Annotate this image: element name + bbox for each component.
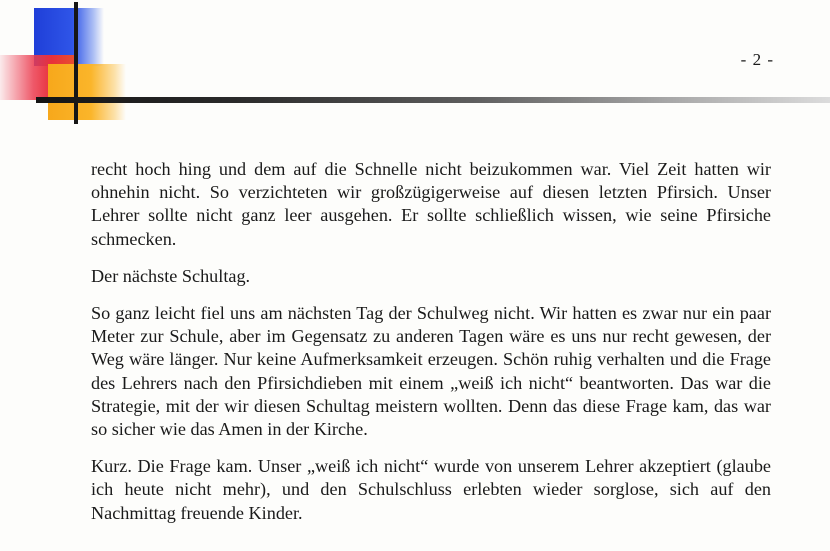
page-number: - 2 - xyxy=(740,50,774,69)
header-rule xyxy=(36,97,830,103)
paragraph-2: Der nächste Schultag. xyxy=(91,265,251,286)
paragraph-3: So ganz leicht fiel uns am nächsten Tag der Schulweg nicht. Wir hatten es zwar nur ein paar Meter zur Schule, aber im Gegensatz zu anderen Tagen wäre es uns nur recht gewesen, der Weg wäre länger. Nur keine Aufmerksamkeit erzeugen. Schön ruhig verhalten und die Frage des Lehrers nach den Pfirsichdieben mit einem „weiß ich nicht“ beantworten. Das war die Strategie, mit der wir diesen Schultag meistern wollten. Denn das diese Frage kam, das war so sicher wie das Amen in der Kirche. xyxy=(91,303,771,440)
paragraph-1: recht hoch hing und dem auf die Schnelle nicht beizukommen war. Viel Zeit hatten wir ohnehin nicht. So verzichteten wir großzügigerweise auf diesen letzten Pfirsich. Unser Lehrer sollte nicht ganz leer ausgehen. Er sollte schließlich wissen, wie seine Pfirsiche schmecken. xyxy=(91,159,771,249)
logo-icon xyxy=(0,0,140,130)
paragraph-4: Kurz. Die Frage kam. Unser „weiß ich nicht“ wurde von unserem Lehrer akzeptiert (glaube ich heute nicht mehr), und den Schulschluss erlebten wieder sorglose, sich auf den Nachmittag freuende Kinder. xyxy=(91,456,771,523)
body-text xyxy=(91,158,771,525)
vertical-line-shape xyxy=(74,2,78,124)
orange-square-shape xyxy=(48,64,126,120)
